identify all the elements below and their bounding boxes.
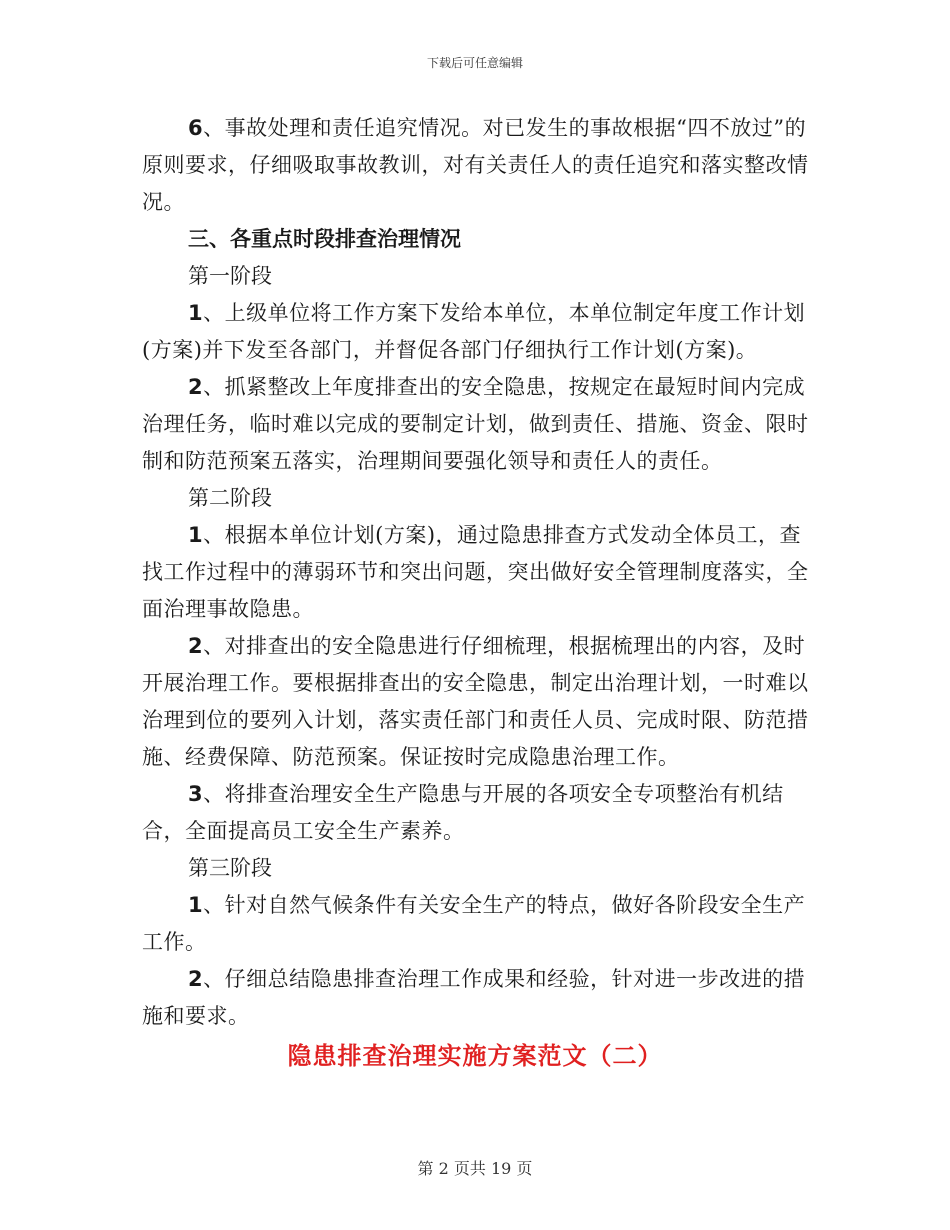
paragraph-text: 、抓紧整改上年度排查出的安全隐患，按规定在最短时间内完成治理任务，临时难以完成的要制定计划，做到责任、措施、资金、限时制和防范预案五落实，治理期间要强化领导和责任人的责任。 (142, 375, 809, 473)
paragraph-text: 、针对自然气候条件有关安全生产的特点，做好各阶段安全生产工作。 (142, 893, 806, 954)
next-document-title: 隐患排查治理实施方案范文（二） (287, 1042, 663, 1070)
stage-one-label: 第一阶段 (188, 264, 272, 288)
stage-two-item-2 (142, 628, 822, 776)
paragraph-text: 、事故处理和责任追究情况。对已发生的事故根据“四不放过”的原则要求，仔细吸取事故教训，对有关责任人的责任追究和落实整改情况。 (142, 116, 809, 214)
item-number: 2 (188, 967, 204, 991)
document-body (142, 110, 822, 1035)
stage-three-item-2 (142, 961, 822, 1035)
item-number: 1 (188, 301, 204, 325)
header-note: 下载后可任意编辑 (426, 56, 523, 70)
stage-three-item-1 (142, 887, 822, 961)
paragraph-text: 、将排查治理安全生产隐患与开展的各项安全专项整治有机结合，全面提高员工安全生产素养。 (142, 782, 784, 843)
section-heading: 三、各重点时段排查治理情况 (188, 227, 461, 251)
paragraph-accident-handling (142, 110, 822, 221)
stage-one-item-2 (142, 369, 822, 480)
item-number: 2 (188, 634, 204, 658)
item-number: 6 (188, 116, 204, 140)
paragraph-text: 、根据本单位计划(方案)，通过隐患排查方式发动全体员工，查找工作过程中的薄弱环节和突出问题，突出做好安全管理制度落实，全面治理事故隐患。 (142, 523, 809, 621)
item-number: 1 (188, 893, 204, 917)
stage-two-item-1 (142, 517, 822, 628)
item-number: 3 (188, 782, 204, 806)
item-number: 2 (188, 375, 204, 399)
paragraph-text: 、仔细总结隐患排查治理工作成果和经验，针对进一步改进的措施和要求。 (142, 967, 806, 1028)
stage-three-label: 第三阶段 (188, 856, 272, 880)
paragraph-text: 、上级单位将工作方案下发给本单位，本单位制定年度工作计划(方案)并下发至各部门，并督促各部门仔细执行工作计划(方案)。 (142, 301, 806, 362)
stage-one-item-1 (142, 295, 822, 369)
stage-two-item-3 (142, 776, 822, 850)
paragraph-text: 、对排查出的安全隐患进行仔细梳理，根据梳理出的内容，及时开展治理工作。要根据排查出的安全隐患，制定出治理计划，一时难以治理到位的要列入计划，落实责任部门和责任人员、完成时限、防范措施、经费保障、防范预案。保证按时完成隐患治理工作。 (142, 634, 809, 769)
page-footer: 第 2 页共 19 页 (417, 1159, 533, 1178)
stage-two-label: 第二阶段 (188, 486, 272, 510)
item-number: 1 (188, 523, 204, 547)
